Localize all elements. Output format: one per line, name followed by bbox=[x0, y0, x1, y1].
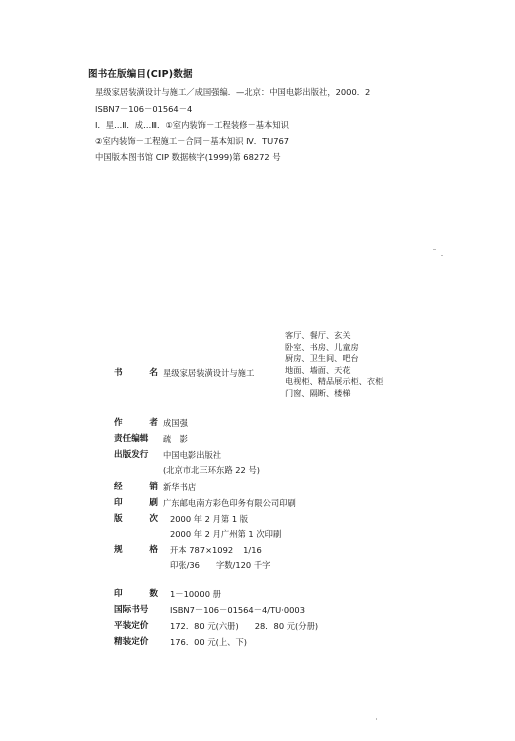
cip-heading: 图书在版编目(CIP)数据 bbox=[88, 69, 193, 80]
printer-value: 广东邮电南方彩色印务有限公司印刷 bbox=[163, 498, 296, 508]
cip-line-record: 中国版本图书馆 CIP 数据核字(1999)第 68272 号 bbox=[95, 152, 281, 162]
cip-line-isbn: ISBN7－106－01564－4 bbox=[95, 104, 193, 114]
editor-label: 责任编辑 bbox=[114, 434, 149, 444]
title-label: 书 名 bbox=[114, 368, 158, 378]
print-run-label: 印 数 bbox=[114, 589, 158, 599]
hardcover-price-label: 精装定价 bbox=[114, 637, 149, 647]
cip-block bbox=[88, 66, 488, 169]
series-item: 门窗、隔断、楼梯 bbox=[285, 387, 351, 398]
publisher-address: (北京市北三环东路 22 号) bbox=[163, 465, 260, 475]
series-item: 地面、墙面、天花 bbox=[285, 364, 351, 375]
format-fraction: 1/16 bbox=[243, 545, 262, 555]
distributor-value: 新华书店 bbox=[163, 482, 197, 492]
scan-speck bbox=[433, 249, 436, 250]
scan-speck bbox=[376, 718, 377, 720]
series-item: 电视柜、精品展示柜、衣柜 bbox=[285, 376, 384, 387]
edition-value: 2000 年 2 月第 1 版 bbox=[170, 514, 249, 524]
publisher-label: 出版发行 bbox=[114, 450, 149, 460]
spec-label: 规 格 bbox=[114, 545, 158, 555]
scan-speck bbox=[441, 255, 443, 256]
cip-line-title: 星级家居装潢设计与施工／成国强编．—北京：中国电影出版社，2000．2 bbox=[95, 87, 371, 97]
distributor-label: 经 销 bbox=[114, 482, 158, 492]
paperback-set-price: 172．80 元(六册) bbox=[170, 621, 239, 631]
series-item: 客厅、餐厅、玄关 bbox=[285, 330, 351, 340]
series-item: 厨房、卫生间、吧台 bbox=[285, 353, 359, 364]
paperback-single-price: 28．80 元(分册) bbox=[254, 621, 319, 631]
isbn-label: 国际书号 bbox=[114, 605, 149, 615]
series-list bbox=[285, 330, 445, 400]
printing-value: 2000 年 2 月广州第 1 次印刷 bbox=[170, 529, 282, 539]
isbn-value: ISBN7－106－01564－4/TU·0003 bbox=[170, 605, 305, 615]
print-run-value: 1－10000 册 bbox=[170, 589, 221, 599]
author-value: 成国强 bbox=[163, 418, 188, 428]
cip-line-subjects-2: ②室内装饰－工程施工－合同－基本知识 Ⅳ．TU767 bbox=[95, 136, 290, 146]
cip-line-subjects-1: Ⅰ．星…Ⅱ．成…Ⅲ．①室内装饰－工程装修－基本知识 bbox=[95, 120, 289, 130]
sheet-count: 印张/36 bbox=[170, 560, 200, 570]
edition-label: 版 次 bbox=[114, 514, 158, 524]
paperback-price-value bbox=[170, 621, 318, 632]
series-item: 卧室、书房、儿童房 bbox=[285, 341, 359, 352]
editor-value: 疏 影 bbox=[163, 434, 188, 444]
printer-label: 印 刷 bbox=[114, 498, 158, 508]
book-title: 星级家居装潢设计与施工 bbox=[163, 368, 255, 378]
publisher-value: 中国电影出版社 bbox=[163, 450, 222, 460]
word-count: 字数/120 千字 bbox=[215, 560, 271, 570]
hardcover-price-value: 176．00 元(上、下) bbox=[170, 637, 247, 647]
author-label: 作 者 bbox=[114, 418, 158, 428]
paperback-price-label: 平装定价 bbox=[114, 621, 149, 631]
spec-value bbox=[170, 545, 262, 556]
format-value: 开本 787×1092 bbox=[170, 545, 234, 555]
sheets-value bbox=[170, 560, 270, 571]
